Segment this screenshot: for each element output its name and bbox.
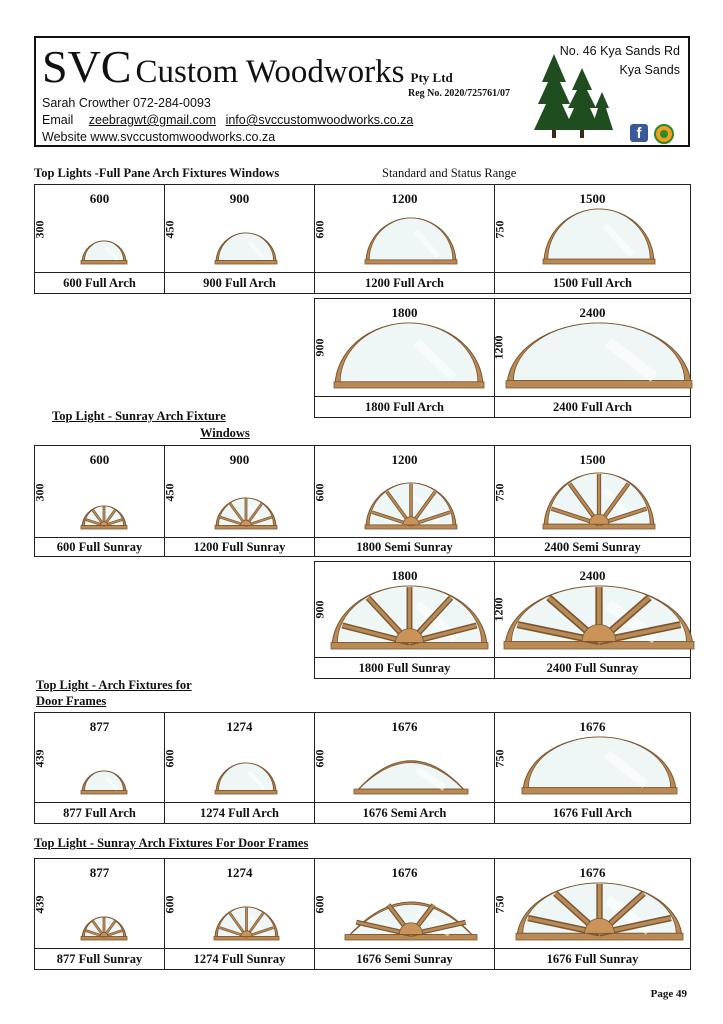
product-cell xyxy=(314,445,495,538)
address-line-2: Kya Sands xyxy=(619,63,680,77)
pine-trees-logo xyxy=(534,52,614,142)
product-label: 1200 Full Sunray xyxy=(164,537,315,557)
height-dimension: 600 xyxy=(162,895,177,914)
section-title-full-pane-arch: Top Lights -Full Pane Arch Fixtures Windows xyxy=(34,166,280,180)
height-dimension: 750 xyxy=(492,220,507,239)
company-suffix: Pty Ltd xyxy=(410,70,453,85)
width-dimension: 1200 xyxy=(391,191,418,206)
product-cell xyxy=(34,445,165,538)
product-label: 2400 Semi Sunray xyxy=(494,537,691,557)
width-dimension: 1800 xyxy=(391,305,418,320)
product-cell xyxy=(314,712,495,803)
range-label: Standard and Status Range xyxy=(382,166,517,180)
width-dimension: 600 xyxy=(89,191,110,206)
product-cell xyxy=(34,858,165,949)
product-cell xyxy=(494,445,691,538)
product-cell xyxy=(164,184,315,273)
product-label: 1676 Full Sunray xyxy=(494,948,691,970)
product-label: 1800 Semi Sunray xyxy=(314,537,495,557)
product-cell xyxy=(164,712,315,803)
section-title-door-sunray: Top Light - Sunray Arch Fixtures For Door Frames xyxy=(34,836,309,850)
letterhead xyxy=(34,36,690,147)
product-label: 900 Full Arch xyxy=(164,272,315,294)
height-dimension: 750 xyxy=(492,483,507,502)
width-dimension: 1676 xyxy=(391,865,418,880)
product-label: 1200 Full Arch xyxy=(314,272,495,294)
product-label: 1274 Full Sunray xyxy=(164,948,315,970)
height-dimension: 450 xyxy=(162,220,177,239)
height-dimension: 439 xyxy=(32,749,47,768)
width-dimension: 1676 xyxy=(579,719,606,734)
height-dimension: 600 xyxy=(312,895,327,914)
section-title-door-arch-1: Top Light - Arch Fixtures for xyxy=(36,678,192,692)
section-title-sunray-arch-1: Top Light - Sunray Arch Fixture xyxy=(52,409,226,423)
width-dimension: 2400 xyxy=(579,305,606,320)
product-label: 1500 Full Arch xyxy=(494,272,691,294)
sunray-window-icon xyxy=(366,483,456,530)
height-dimension: 900 xyxy=(312,600,327,619)
company-name-svc: SVC xyxy=(42,41,132,92)
section-title-sunray-arch-2: Windows xyxy=(200,426,250,440)
width-dimension: 1800 xyxy=(391,568,418,583)
email-label: Email xyxy=(42,113,74,127)
product-label: 877 Full Arch xyxy=(34,802,165,824)
product-cell xyxy=(491,298,691,397)
globe-icon[interactable] xyxy=(654,124,674,144)
product-cell xyxy=(494,858,691,949)
company-name xyxy=(42,40,453,93)
height-dimension: 300 xyxy=(32,220,47,239)
height-dimension: 750 xyxy=(492,749,507,768)
product-cell xyxy=(314,298,495,397)
semi-arch-window-icon xyxy=(355,759,467,795)
page-number: Page 49 xyxy=(650,988,687,1000)
product-label: 1676 Full Arch xyxy=(494,802,691,824)
sunray-window-icon xyxy=(82,506,126,530)
full-arch-window-icon xyxy=(366,218,456,265)
full-arch-window-icon xyxy=(523,737,676,795)
product-label: 877 Full Sunray xyxy=(34,948,165,970)
full-arch-window-icon xyxy=(544,209,654,265)
product-cell xyxy=(314,561,495,658)
product-label: 1676 Semi Arch xyxy=(314,802,495,824)
email-line xyxy=(42,113,413,127)
full-arch-window-icon xyxy=(216,763,276,795)
product-label: 600 Full Arch xyxy=(34,272,165,294)
width-dimension: 900 xyxy=(229,452,250,467)
width-dimension: 877 xyxy=(89,865,110,880)
product-cell xyxy=(164,445,315,538)
height-dimension: 600 xyxy=(312,749,327,768)
sunray-window-icon xyxy=(505,586,693,650)
width-dimension: 1500 xyxy=(579,452,606,467)
full-arch-window-icon xyxy=(216,233,276,265)
height-dimension: 900 xyxy=(312,338,327,357)
sunray-window-icon xyxy=(216,498,276,530)
registration-number: Reg No. 2020/725761/07 xyxy=(408,88,510,99)
product-label: 1676 Semi Sunray xyxy=(314,948,495,970)
contact-name-phone: Sarah Crowther 072-284-0093 xyxy=(42,96,211,110)
height-dimension: 439 xyxy=(32,895,47,914)
width-dimension: 1500 xyxy=(579,191,606,206)
product-label: 1800 Full Arch xyxy=(314,396,495,418)
width-dimension: 2400 xyxy=(579,568,606,583)
sunray-window-icon xyxy=(82,917,126,941)
height-dimension: 600 xyxy=(312,483,327,502)
sunray-window-icon xyxy=(544,473,654,530)
sunray-window-icon xyxy=(215,907,278,941)
full-arch-window-icon xyxy=(82,241,126,265)
product-label: 1274 Full Arch xyxy=(164,802,315,824)
width-dimension: 600 xyxy=(89,452,110,467)
height-dimension: 750 xyxy=(492,895,507,914)
product-cell xyxy=(34,184,165,273)
sunray-window-icon xyxy=(332,586,487,650)
product-cell xyxy=(314,858,495,949)
full-arch-window-icon xyxy=(507,323,691,389)
product-label: 600 Full Sunray xyxy=(34,537,165,557)
full-arch-window-icon xyxy=(335,323,483,389)
facebook-icon[interactable]: f xyxy=(630,124,648,142)
height-dimension: 600 xyxy=(162,749,177,768)
height-dimension: 1200 xyxy=(491,335,506,360)
width-dimension: 1274 xyxy=(226,865,253,880)
product-cell xyxy=(491,561,691,658)
width-dimension: 900 xyxy=(229,191,250,206)
height-dimension: 1200 xyxy=(491,597,506,622)
height-dimension: 450 xyxy=(162,483,177,502)
height-dimension: 300 xyxy=(32,483,47,502)
width-dimension: 1200 xyxy=(391,452,418,467)
address-line-1: No. 46 Kya Sands Rd xyxy=(559,44,680,58)
product-label: 2400 Full Arch xyxy=(494,396,691,418)
section-title-door-arch-2: Door Frames xyxy=(36,694,107,708)
width-dimension: 877 xyxy=(89,719,110,734)
company-name-rest: Custom Woodworks xyxy=(135,54,405,90)
width-dimension: 1676 xyxy=(391,719,418,734)
product-cell xyxy=(494,184,691,273)
width-dimension: 1274 xyxy=(226,719,253,734)
email-link-1[interactable]: zeebragwt@gmail.com xyxy=(88,113,217,127)
semi-sunray-window-icon xyxy=(346,900,476,941)
height-dimension: 600 xyxy=(312,220,327,239)
product-cell xyxy=(34,712,165,803)
product-label: 2400 Full Sunray xyxy=(494,657,691,679)
website-line[interactable]: Website www.svccustomwoodworks.co.za xyxy=(42,130,276,144)
width-dimension: 1676 xyxy=(579,865,606,880)
email-link-2[interactable]: info@svccustomwoodworks.co.za xyxy=(225,113,414,127)
sunray-window-icon xyxy=(517,883,682,941)
product-cell xyxy=(494,712,691,803)
product-cell xyxy=(164,858,315,949)
product-label: 1800 Full Sunray xyxy=(314,657,495,679)
product-cell xyxy=(314,184,495,273)
full-arch-window-icon xyxy=(82,771,126,795)
